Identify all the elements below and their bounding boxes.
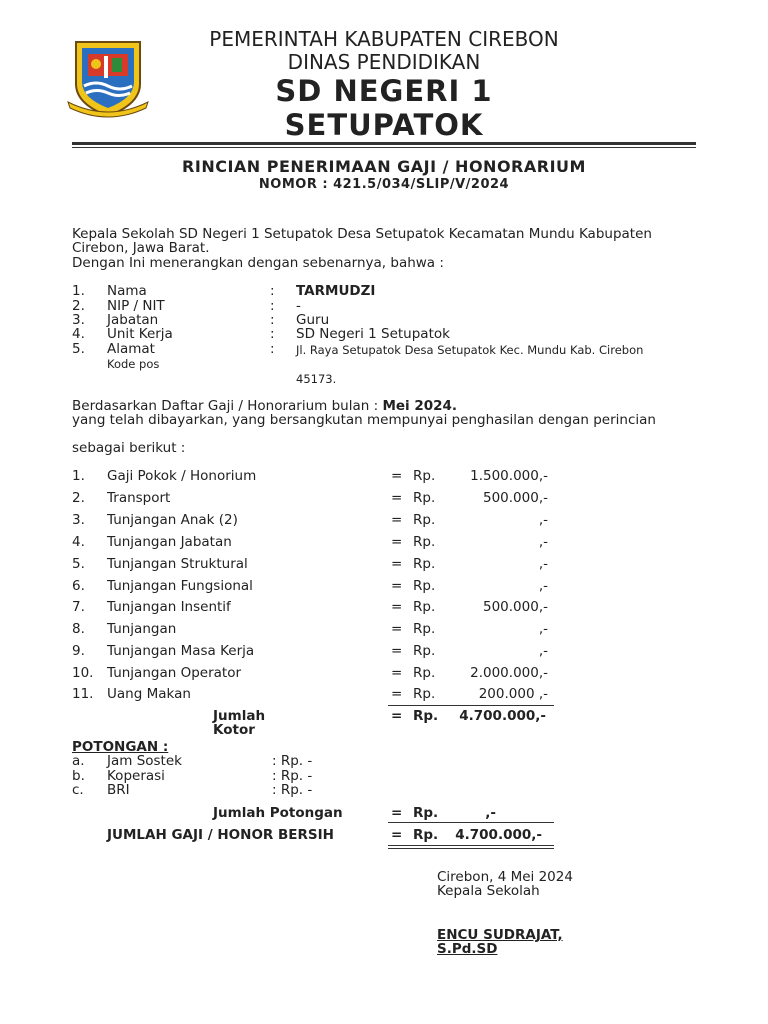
row-number: 8. — [72, 621, 85, 637]
row-equals: = — [391, 665, 403, 681]
row-label: Nama — [107, 283, 147, 299]
row-currency: Rp. — [413, 686, 436, 702]
row-currency: Rp. — [413, 556, 436, 572]
intro-line-3: Dengan Ini menerangkan dengan sebenarnya, bahwa : — [72, 255, 444, 271]
document-number: NOMOR : 421.5/034/SLIP/V/2024 — [258, 177, 510, 192]
header-rule-thin — [72, 147, 696, 148]
row-number: 5. — [72, 556, 85, 572]
deduction-total-equals: = — [391, 805, 403, 821]
row-label: Tunjangan Operator — [107, 665, 242, 681]
deductions-title: POTONGAN : — [72, 739, 169, 755]
signature-name-2: S.Pd.SD — [437, 941, 498, 957]
row-number: b. — [72, 768, 85, 784]
header-department: DINAS PENDIDIKAN — [287, 50, 481, 74]
row-number: 4. — [72, 326, 85, 342]
header-school-line1: SD NEGERI 1 — [275, 74, 493, 108]
row-number: 1. — [72, 468, 85, 484]
row-value: : Rp. - — [272, 768, 313, 784]
row-currency: Rp. — [413, 468, 436, 484]
net-amount: 4.700.000,- — [455, 827, 542, 843]
row-currency: Rp. — [413, 534, 436, 550]
row-label: Tunjangan Anak (2) — [107, 512, 238, 528]
row-separator: : — [270, 312, 275, 328]
row-label: Tunjangan Masa Kerja — [107, 643, 255, 659]
row-number: a. — [72, 753, 85, 769]
row-amount: 500.000,- — [483, 490, 548, 506]
header-government: PEMERINTAH KABUPATEN CIREBON — [209, 27, 559, 51]
row-number: 9. — [72, 643, 85, 659]
row-label: Uang Makan — [107, 686, 191, 702]
row-separator: : — [270, 283, 275, 299]
row-number: 11. — [72, 686, 94, 702]
row-label: Tunjangan Struktural — [107, 556, 248, 572]
row-number: 3. — [72, 512, 85, 528]
basis-prefix: Berdasarkan Daftar Gaji / Honorarium bulan : — [72, 398, 379, 414]
deduction-total-currency: Rp. — [413, 805, 439, 821]
gross-label-2: Kotor — [213, 722, 255, 738]
gross-label-1: Jumlah — [213, 708, 266, 724]
row-amount: 200.000 ,- — [478, 686, 548, 702]
row-value: Jl. Raya Setupatok Desa Setupatok Kec. Mundu Kab. Cirebon — [296, 343, 644, 357]
row-value: : Rp. - — [272, 782, 313, 798]
row-equals: = — [391, 534, 403, 550]
row-number: 2. — [72, 298, 85, 314]
basis-month: Mei 2024. — [382, 398, 458, 414]
row-equals: = — [391, 599, 403, 615]
row-value: TARMUDZI — [296, 283, 376, 299]
row-value: - — [296, 298, 301, 314]
row-label: Gaji Pokok / Honorium — [107, 468, 257, 484]
row-number: 2. — [72, 490, 85, 506]
row-equals: = — [391, 512, 403, 528]
row-currency: Rp. — [413, 578, 436, 594]
row-label: Jabatan — [107, 312, 159, 328]
kodepos-label: Kode pos — [107, 357, 160, 371]
row-currency: Rp. — [413, 490, 436, 506]
row-label: Tunjangan Fungsional — [107, 578, 253, 594]
row-label: Unit Kerja — [107, 326, 173, 342]
gross-equals: = — [391, 708, 403, 724]
row-amount: ,- — [538, 512, 548, 528]
row-label: BRI — [107, 782, 130, 798]
row-label: Koperasi — [107, 768, 165, 784]
net-equals: = — [391, 827, 403, 843]
header-rule-thick — [72, 142, 696, 145]
signature-role: Kepala Sekolah — [437, 883, 540, 899]
row-separator: : — [270, 326, 275, 342]
row-separator: : — [270, 298, 275, 314]
row-amount: ,- — [538, 621, 548, 637]
row-equals: = — [391, 578, 403, 594]
net-label: JUMLAH GAJI / HONOR BERSIH — [107, 827, 334, 843]
row-currency: Rp. — [413, 512, 436, 528]
row-equals: = — [391, 490, 403, 506]
header-school-line2: SETUPATOK — [284, 108, 484, 142]
row-equals: = — [391, 621, 403, 637]
row-amount: 2.000.000,- — [470, 665, 548, 681]
net-rule-1 — [388, 845, 554, 846]
row-separator: : — [270, 341, 275, 357]
row-label: Tunjangan Jabatan — [107, 534, 232, 550]
row-amount: ,- — [538, 643, 548, 659]
row-number: 6. — [72, 578, 85, 594]
intro-line-1: Kepala Sekolah SD Negeri 1 Setupatok Desa Setupatok Kecamatan Mundu Kabupaten — [72, 226, 652, 242]
row-value: Guru — [296, 312, 330, 328]
row-label: Tunjangan — [107, 621, 177, 637]
document-title: RINCIAN PENERIMAAN GAJI / HONORARIUM — [182, 157, 586, 176]
row-currency: Rp. — [413, 643, 436, 659]
net-currency: Rp. — [413, 827, 439, 843]
row-number: 3. — [72, 312, 85, 328]
row-equals: = — [391, 556, 403, 572]
deduction-total-rule — [388, 822, 554, 823]
row-label: Jam Sostek — [107, 753, 182, 769]
signature-name-1: ENCU SUDRAJAT, — [437, 927, 563, 943]
gross-currency: Rp. — [413, 708, 439, 724]
row-number: 4. — [72, 534, 85, 550]
row-number: c. — [72, 782, 84, 798]
kodepos-value: 45173. — [296, 372, 337, 386]
row-label: Alamat — [107, 341, 155, 357]
row-amount: ,- — [538, 534, 548, 550]
row-currency: Rp. — [413, 599, 436, 615]
row-equals: = — [391, 468, 403, 484]
row-amount: ,- — [538, 578, 548, 594]
row-amount: 500.000,- — [483, 599, 548, 615]
row-number: 10. — [72, 665, 94, 681]
deduction-total-amount: ,- — [485, 805, 496, 821]
row-label: NIP / NIT — [107, 298, 165, 314]
row-number: 5. — [72, 341, 85, 357]
row-number: 7. — [72, 599, 85, 615]
net-rule-2 — [388, 848, 554, 849]
row-label: Transport — [107, 490, 171, 506]
signature-place-date: Cirebon, 4 Mei 2024 — [437, 869, 573, 885]
gross-amount: 4.700.000,- — [459, 708, 546, 724]
deduction-total-label: Jumlah Potongan — [213, 805, 343, 821]
row-amount: ,- — [538, 556, 548, 572]
row-amount: 1.500.000,- — [470, 468, 548, 484]
basis-line-2: yang telah dibayarkan, yang bersangkutan mempunyai penghasilan dengan perincian — [72, 412, 656, 428]
row-currency: Rp. — [413, 621, 436, 637]
row-label: Tunjangan Insentif — [107, 599, 231, 615]
row-value: : Rp. - — [272, 753, 313, 769]
row-currency: Rp. — [413, 665, 436, 681]
gross-rule — [388, 705, 554, 706]
row-value: SD Negeri 1 Setupatok — [296, 326, 450, 342]
row-equals: = — [391, 643, 403, 659]
row-number: 1. — [72, 283, 85, 299]
basis-line-3: sebagai berikut : — [72, 440, 186, 456]
row-equals: = — [391, 686, 403, 702]
intro-line-2: Cirebon, Jawa Barat. — [72, 240, 210, 256]
